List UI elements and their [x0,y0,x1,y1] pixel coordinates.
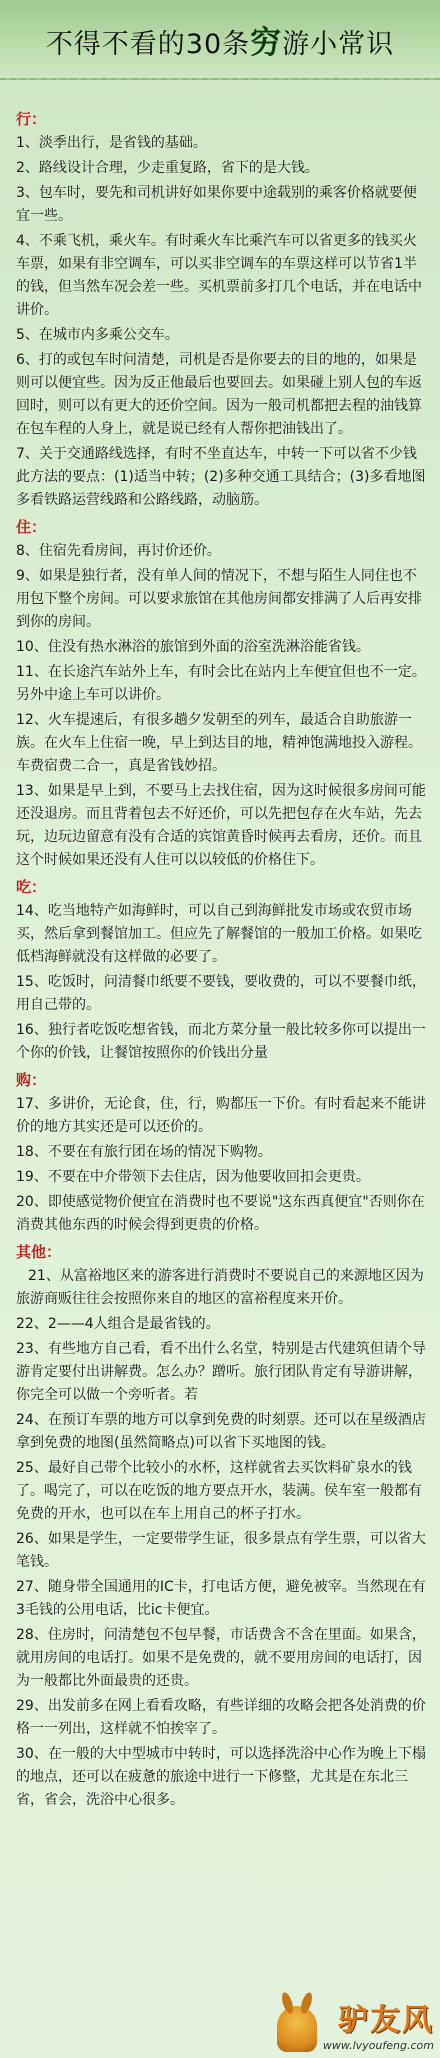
section-heading-stay: 住： [16,518,47,536]
tip-item: 16、独行者吃饭吃想省钱，而北方菜分量一般比较多你可以提出一个你的价钱，让餐馆按照你的价钱出分量 [16,1022,426,1061]
tip-item: 12、火车提速后，有很多趟夕发朝至的列车，最适合自助旅游一族。在火车上住宿一晚，早上到达目的地，精神饱满地投入游程。车费宿费二合一，真是省钱妙招。 [16,712,422,774]
tips-content [0,80,440,1812]
tip-item: 13、如果是早上到，不要马上去找住宿，因为这时候很多房间可能还没退房。而且背着包去不好还价，可以先把包存在火车站，先去玩，边玩边留意有没有合适的宾馆黄昏时候再去看房，还价。而且这个时候如果还没有人住可以以较低的价格住下。 [16,783,426,868]
tip-item: 9、如果是独行者，没有单人间的情况下，不想与陌生人同住也不用包下整个房间。可以要求旅馆在其他房间都安排满了人后再安排到你的房间。 [16,568,422,630]
section-heading-travel: 行： [16,110,47,128]
section-heading-other: 其他： [16,1243,62,1261]
tip-item: 22、2——4人组合是最省钱的。 [16,1316,220,1332]
tip-item: 25、最好自己带个比较小的水杯，这样就省去买饮料矿泉水的钱了。喝完了，可以在吃饭的地方要点开水，装满。侯车室一般都有免费的开水，也可以在车上用自己的杯子打水。 [16,1460,422,1522]
site-watermark [277,1995,434,2052]
section-heading-shop: 购： [16,1071,47,1089]
tip-item: 23、有些地方自己看，看不出什么名堂，特别是古代建筑但请个导游肯定要付出讲解费。怎么办？蹭听。旅行团队肯定有导游讲解，你完全可以做一个旁听者。若 [16,1341,426,1403]
tip-item: 3、包车时，要先和司机讲好如果你要中途载别的乘客价格就要便宜一些。 [16,185,417,224]
tip-item: 11、在长途汽车站外上车，有时会比在站内上车便宜但也不一定。另外中途上车可以讲价。 [16,664,426,703]
tip-item: 4、不乘飞机，乘火车。有时乘火车比乘汽车可以省更多的钱买火车票，如果有非空调车，可以买非空调车的车票这样可以节省1半的钱，但当然车况会差一些。买机票前多打几个电话，并在电话中讲价。 [16,233,422,318]
tip-item: 14、吃当地特产如海鲜时，可以自己到海鲜批发市场或农贸市场买，然后拿到餐馆加工。但应先了解餐馆的一般加工价格。如果吃低档海鲜就没有这样做的必要了。 [16,903,422,965]
tip-item: 26、如果是学生，一定要带学生证，很多景点有学生票，可以省大笔钱。 [16,1531,426,1570]
tip-item: 17、多讲价，无论食，住，行，购都压一下价。有时看起来不能讲价的地方其实还是可以还价的。 [16,1096,426,1135]
tip-item: 8、住宿先看房间，再讨价还价。 [16,543,221,559]
tip-item: 19、不要在中介带领下去住店，因为他要收回扣会更贵。 [16,1169,370,1185]
tip-item: 18、不要在有旅行团在场的情况下购物。 [16,1144,272,1160]
tip-item: 30、在一般的大中型城市中转时，可以选择洗浴中心作为晚上下榻的地点，还可以在疲惫的旅途中进行一下修整，尤其是在东北三省，省会，洗浴中心很多。 [16,1746,426,1808]
tip-item: 29、出发前多在网上看看攻略，有些详细的攻略会把各处消费的价格一一列出，这样就不怕挨宰了。 [16,1698,426,1737]
tip-item: 5、在城市内多乘公交车。 [16,327,179,343]
title-part-1: 不得不看的30条 [45,28,251,60]
tip-item: 6、打的或包车时问清楚，司机是否是你要去的目的地的，如果是则可以便宜些。因为反正他最后也要回去。如果碰上别人包的车返回时，则可以有更大的还价空间。因为一般司机都把去程的油钱算在包车程的人身上，就是说已经有人帮你把油钱出了。 [16,352,422,437]
tip-item: 2、路线设计合理，少走重复路，省下的是大钱。 [16,160,319,176]
tip-item: 24、在预订车票的地方可以拿到免费的时刻票。还可以在星级酒店拿到免费的地图(虽然简略点)可以省下买地图的钱。 [16,1412,426,1451]
tip-item: 27、随身带全国通用的IC卡，打电话方便，避免被宰。当然现在有3毛钱的公用电话，比ic卡便宜。 [16,1579,426,1618]
header [0,0,440,80]
tip-item: 28、住房时，问清楚包不包早餐，市话费含不含在里面。如果含，就用房间的电话打。如果不是免费的，就不要用房间的电话打，因为一般都比外面最贵的还贵。 [16,1627,426,1689]
section-heading-eat: 吃： [16,878,47,896]
title-part-2: 游小常识 [282,28,395,60]
tip-item: 7、关于交通路线选择，有时不坐直达车，中转一下可以省不少钱此方法的要点：(1)适当中转；(2)多种交通工具结合；(3)多看地图多看铁路运营线路和公路线路，动脑筋。 [16,446,426,508]
donkey-mascot-icon [277,2006,317,2052]
watermark-name: 驴友风 [338,2003,434,2038]
title-emphasis: 穷 [250,24,283,61]
page-title [46,17,394,62]
watermark-url: www.lvyoufeng.com [322,2039,434,2052]
watermark-text [323,1995,434,2052]
tip-item: 10、住没有热水淋浴的旅馆到外面的浴室洗淋浴能省钱。 [16,639,370,655]
tip-item: 20、即使感觉物价便宜在消费时也不要说"这东西真便宜"否则你在消费其他东西的时候会得到更贵的价格。 [16,1194,425,1233]
tip-item: 15、吃饭时，问清餐巾纸要不要钱，要收费的，可以不要餐巾纸，用自己带的。 [16,974,426,1013]
tip-item: 1、淡季出行，是省钱的基础。 [16,135,207,151]
tip-item: 21、从富裕地区来的游客进行消费时不要说自己的来源地区因为旅游商贩往往会按照你来自的地区的富裕程度来开价。 [16,1268,424,1307]
